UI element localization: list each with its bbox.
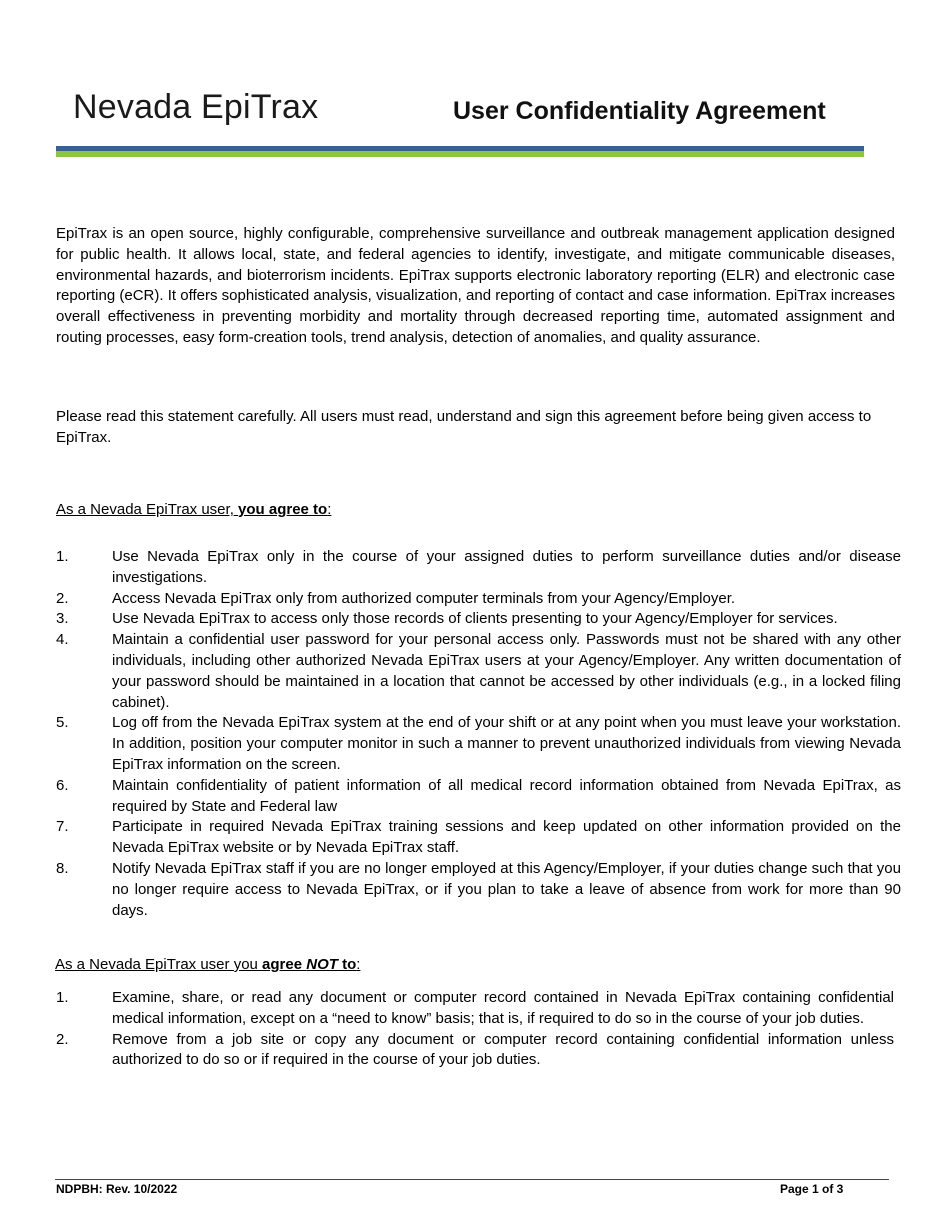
header-title: Nevada EpiTrax xyxy=(73,88,319,126)
list-item xyxy=(56,713,901,775)
list-item xyxy=(56,776,901,818)
not-list xyxy=(56,988,894,1071)
not-title-bold2: to xyxy=(337,956,357,973)
list-item xyxy=(56,630,901,713)
list-item xyxy=(56,817,901,859)
intro-paragraph: EpiTrax is an open source, highly configurable, comprehensive surveillance and outbreak management application designed for public health. It allows local, state, and federal agencies to identify, investigate, and mitigate communicable diseases, environmental hazards, and bioterrorism incidents. EpiTrax supports electronic laboratory reporting (ELR) and electronic case reporting (eCR). It offers sophisticated analysis, visualization, and reporting of contact and case information. EpiTrax increases overall effectiveness in preventing morbidity and mortality through decreased reporting time, automated assignment and routing processes, easy form-creation tools, trend analysis, detection of anomalies, and quality assurance. xyxy=(56,225,895,346)
item-text: Access Nevada EpiTrax only from authorized computer terminals from your Agency/Employer. xyxy=(112,589,736,607)
item-text: Notify Nevada EpiTrax staff if you are no longer employed at this Agency/Employer, if your duties change such that you no longer require access to Nevada EpiTrax, or if you plan to take a leave of absence from work for more than 90 days. xyxy=(112,859,901,919)
document-title: User Confidentiality Agreement xyxy=(453,97,826,125)
notice-paragraph: Please read this statement carefully. All users must read, understand and sign this agreement before being given access to EpiTrax. xyxy=(56,408,872,446)
list-item xyxy=(56,609,901,630)
list-item xyxy=(56,1030,894,1072)
item-text: Maintain confidentiality of patient information of all medical record information obtained from Nevada EpiTrax, as required by State and Federal law xyxy=(112,776,901,815)
agree-title-prefix: As a Nevada EpiTrax user, xyxy=(56,501,239,518)
item-number: 8. xyxy=(56,859,69,877)
not-section-title xyxy=(55,955,360,976)
agree-list xyxy=(56,547,901,921)
item-text: Use Nevada EpiTrax to access only those records of clients presenting to your Agency/Employer for services. xyxy=(112,610,838,628)
not-title-suffix: : xyxy=(356,956,361,973)
agree-title-suffix: : xyxy=(327,501,332,518)
not-title-prefix: As a Nevada EpiTrax user you xyxy=(55,956,263,973)
header-rule-green xyxy=(56,151,864,157)
list-item xyxy=(56,589,901,610)
list-item xyxy=(56,988,894,1030)
item-text: Maintain a confidential user password for your personal access only. Passwords must not be shared with any other individuals, including other authorized Nevada EpiTrax users at your Agency/Employer. Any written documentation of your password should be maintained in a location that cannot be accessed by other individuals (e.g., in a locked filing cabinet). xyxy=(112,631,901,711)
footer-revision: NDPBH: Rev. 10/2022 xyxy=(56,1182,178,1196)
item-text: Remove from a job site or copy any document or computer record containing confidential information unless authorized to do so or if required in the course of your job duties. xyxy=(112,1030,894,1069)
not-title-bold-italic: NOT xyxy=(306,956,338,973)
item-number: 2. xyxy=(56,1030,69,1048)
agree-title-bold: you agree to xyxy=(238,501,328,518)
item-number: 6. xyxy=(56,776,69,794)
not-title-bold: agree xyxy=(262,956,307,973)
item-number: 1. xyxy=(56,548,69,565)
item-number: 4. xyxy=(56,631,69,649)
item-text: Examine, share, or read any document or computer record contained in Nevada EpiTrax containing confidential medical information, except on a “need to know” basis; that is, if required to do so in the course of your job duties. xyxy=(112,989,894,1027)
item-text: Participate in required Nevada EpiTrax training sessions and keep updated on other information provided on the Nevada EpiTrax website or by Nevada EpiTrax staff. xyxy=(112,818,901,857)
item-text: Use Nevada EpiTrax only in the course of your assigned duties to perform surveillance duties and/or disease investigations. xyxy=(112,548,901,586)
item-number: 3. xyxy=(56,610,69,628)
footer-rule xyxy=(55,1179,889,1180)
item-number: 1. xyxy=(56,989,69,1006)
item-number: 5. xyxy=(56,714,69,732)
agree-section-title xyxy=(56,500,331,521)
item-number: 7. xyxy=(56,818,69,836)
list-item xyxy=(56,859,901,921)
footer-page-number: Page 1 of 3 xyxy=(780,1182,844,1196)
list-item xyxy=(56,547,901,589)
item-text: Log off from the Nevada EpiTrax system at the end of your shift or at any point when you must leave your workstation. In addition, position your computer monitor in such a manner to prevent unauthorized individuals from viewing Nevada EpiTrax information on the screen. xyxy=(112,714,901,773)
item-number: 2. xyxy=(56,589,69,607)
